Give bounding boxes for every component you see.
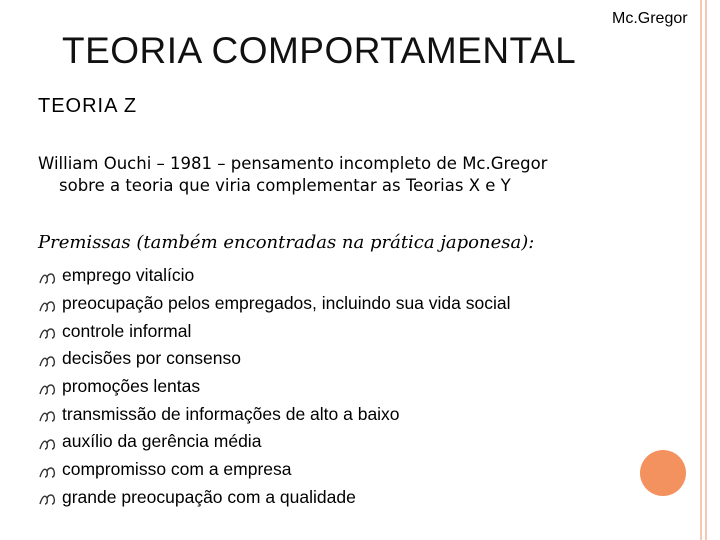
list-item-text: promoções lentas (62, 376, 201, 397)
intro-line-2: sobre a teoria que viria complementar as Teorias X e Y (59, 176, 511, 195)
list-item (38, 345, 510, 373)
bullet-icon (38, 297, 60, 311)
intro-paragraph (38, 153, 680, 197)
list-item-text: emprego vitalício (62, 265, 195, 286)
list-item-text: preocupação pelos empregados, incluindo sua vida social (62, 293, 511, 314)
list-item-text: auxílio da gerência média (62, 431, 262, 452)
list-item-text: controle informal (62, 320, 192, 341)
right-border-line-2 (705, 0, 707, 540)
bullet-icon (38, 352, 60, 366)
bullet-icon (38, 380, 60, 394)
bullet-icon (38, 269, 60, 283)
list-item-text: compromisso com a empresa (62, 459, 292, 480)
list-item (38, 262, 510, 290)
premissas-heading: Premissas (também encontradas na prática japonesa): (38, 232, 535, 253)
intro-line-1: William Ouchi – 1981 – pensamento incompleto de Mc.Gregor (38, 154, 548, 173)
list-item (38, 290, 510, 318)
list-item (38, 317, 510, 345)
bullet-icon (38, 463, 60, 477)
list-item-text: grande preocupação com a qualidade (62, 486, 356, 507)
list-item (38, 484, 510, 512)
right-border-line-1 (700, 0, 702, 540)
list-item (38, 373, 510, 401)
bullet-icon (38, 324, 60, 338)
list-item-text: decisões por consenso (62, 348, 241, 369)
header-tag: Mc.Gregor (612, 10, 688, 27)
decorative-circle (640, 450, 686, 496)
bullet-icon (38, 490, 60, 504)
list-item-text: transmissão de informações de alto a baixo (62, 403, 400, 424)
premissas-list (38, 262, 510, 511)
list-item (38, 400, 510, 428)
slide-subtitle: TEORIA Z (38, 95, 138, 117)
slide-title: TEORIA COMPORTAMENTAL (62, 30, 577, 71)
bullet-icon (38, 435, 60, 449)
list-item (38, 428, 510, 456)
list-item (38, 456, 510, 484)
bullet-icon (38, 407, 60, 421)
